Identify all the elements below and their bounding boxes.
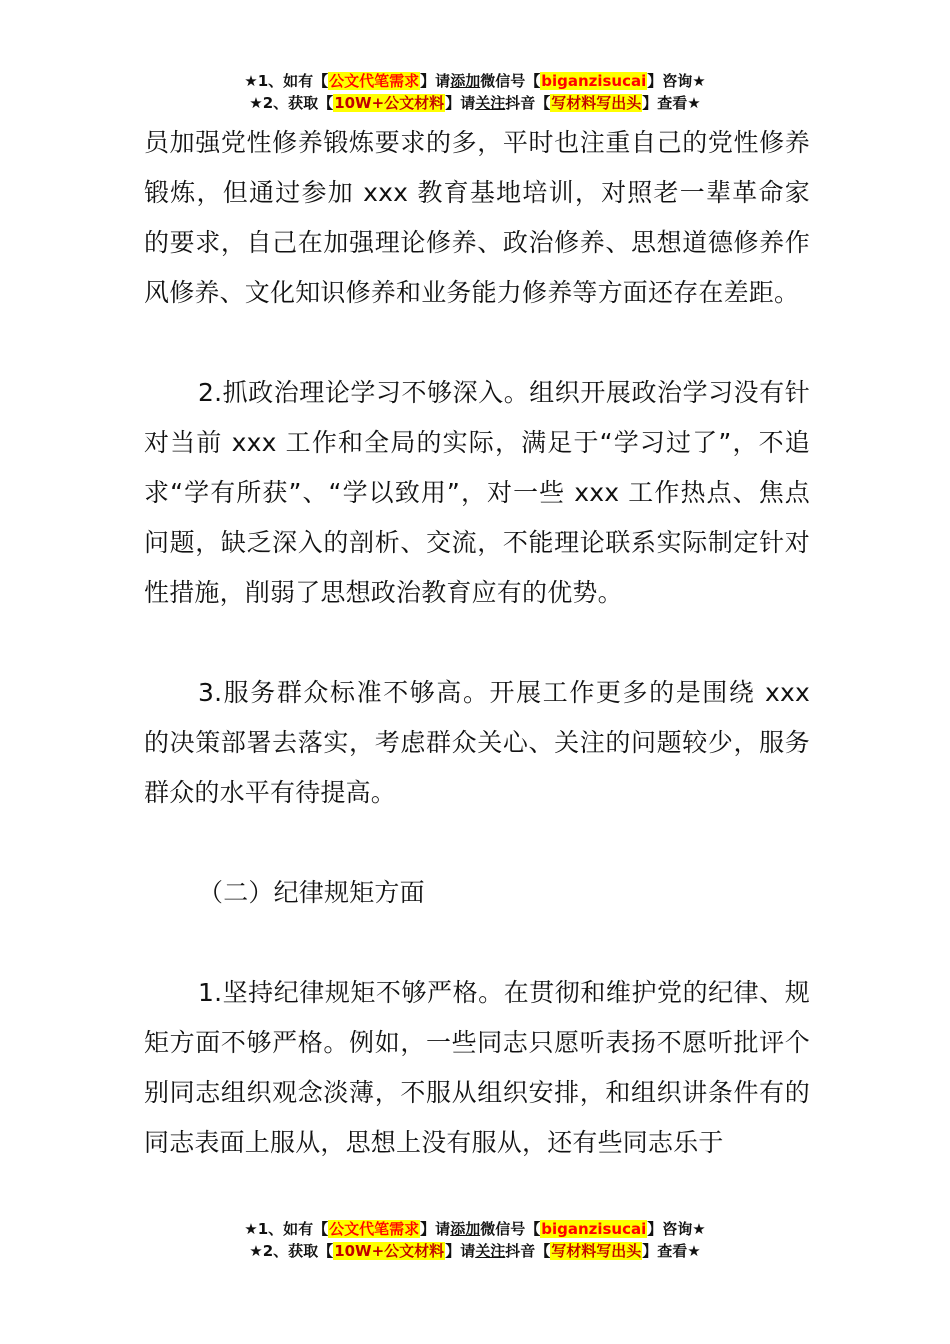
paragraph-continuation: 员加强党性修养锻炼要求的多，平时也注重自己的党性修养锻炼，但通过参加 xxx 教育基地培训，对照老一辈革命家的要求，自己在加强理论修养、政治修养、思想道德修养作风修养、文化知识修养和业务能力修养等方面还存在差距。 — [144, 128, 810, 307]
highlight-douyin-id: 写材料写出头 — [551, 94, 642, 112]
banner-emphasis: 关注 — [475, 1242, 506, 1260]
document-body — [144, 118, 810, 1168]
banner-text: 】咨询★ — [647, 72, 706, 90]
banner-line-2 — [0, 92, 950, 114]
highlight-douyin-id: 写材料写出头 — [551, 1242, 642, 1260]
banner-text: ★1、如有【 — [244, 1220, 329, 1238]
banner-emphasis: 添加 — [450, 72, 481, 90]
banner-text: 】请 — [420, 72, 451, 90]
banner-line-1 — [0, 1218, 950, 1240]
banner-text: 】查看★ — [642, 94, 701, 112]
highlight-wechat-id: biganzisucai — [541, 72, 647, 90]
banner-text: 抖音【 — [505, 94, 551, 112]
highlight-service: 公文代笔需求 — [329, 1220, 420, 1238]
banner-line-1 — [0, 70, 950, 92]
header-banner — [0, 70, 950, 114]
banner-line-2 — [0, 1240, 950, 1262]
paragraph-item-3: 3.服务群众标准不够高。开展工作更多的是围绕 xxx 的决策部署去落实，考虑群众关心、关注的问题较少，服务群众的水平有待提高。 — [144, 678, 810, 807]
banner-emphasis: 关注 — [475, 94, 506, 112]
paragraph-item-2: 2.抓政治理论学习不够深入。组织开展政治学习没有针对当前 xxx 工作和全局的实际，满足于“学习过了”，不追求“学有所获”、“学以致用”，对一些 xxx 工作热点、焦点问题，缺乏深入的剖析、交流，不能理论联系实际制定针对性措施，削弱了思想政治教育应有的优势。 — [144, 378, 810, 607]
paragraph-item-1: 1.坚持纪律规矩不够严格。在贯彻和维护党的纪律、规矩方面不够严格。例如，一些同志只愿听表扬不愿听批评个别同志组织观念淡薄，不服从组织安排，和组织讲条件有的同志表面上服从，思想上没有服从，还有些同志乐于 — [144, 978, 810, 1157]
banner-text: ★2、获取【 — [249, 94, 334, 112]
banner-text: 微信号【 — [480, 1220, 541, 1238]
banner-text: 】请 — [445, 1242, 476, 1260]
banner-text: 】请 — [420, 1220, 451, 1238]
banner-text: 】咨询★ — [647, 1220, 706, 1238]
highlight-materials: 10W+公文材料 — [334, 1242, 445, 1260]
banner-text: 微信号【 — [480, 72, 541, 90]
highlight-service: 公文代笔需求 — [329, 72, 420, 90]
banner-text: 】查看★ — [642, 1242, 701, 1260]
highlight-materials: 10W+公文材料 — [334, 94, 445, 112]
banner-emphasis: 添加 — [450, 1220, 481, 1238]
highlight-wechat-id: biganzisucai — [541, 1220, 647, 1238]
banner-text: ★2、获取【 — [249, 1242, 334, 1260]
section-heading: （二）纪律规矩方面 — [198, 878, 425, 907]
banner-text: 抖音【 — [505, 1242, 551, 1260]
banner-text: ★1、如有【 — [244, 72, 329, 90]
banner-text: 】请 — [445, 94, 476, 112]
footer-banner — [0, 1218, 950, 1262]
